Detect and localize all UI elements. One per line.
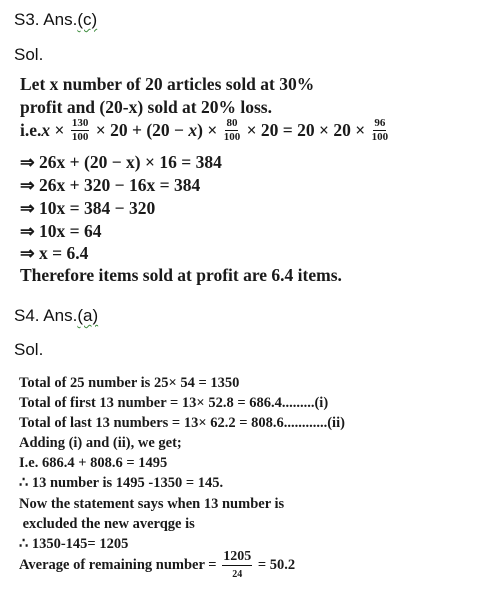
s3-line-2: profit and (20-x) sold at 20% loss.: [20, 97, 272, 117]
s4-line-9: ∴ 1350-145= 1205: [19, 536, 129, 552]
s3-step-2: ⇒ 26x + 320 − 16x = 384: [20, 175, 201, 195]
s3-heading-option: (c): [77, 10, 98, 29]
s4-line-6: ∴ 13 number is 1495 -1350 = 145.: [19, 475, 224, 491]
s3-fraction-1-num: 130: [71, 117, 89, 129]
s4-line-2: Total of first 13 number = 13× 52.8 = 686.4.........(i): [19, 395, 329, 411]
s3-equation: [20, 117, 390, 144]
s3-step-5: ⇒ x = 6.4: [20, 243, 89, 263]
s3-eq-x1: x: [41, 120, 51, 140]
s3-heading: [14, 10, 97, 30]
s4-line-5: I.e. 686.4 + 808.6 = 1495: [19, 455, 168, 471]
s4-heading-option: (a): [77, 306, 99, 325]
s4-line-3: Total of last 13 numbers = 13× 62.2 = 808.6............(ii): [19, 415, 345, 431]
s3-eq-times1: ×: [50, 120, 69, 140]
s3-eq-mid2: ) ×: [197, 120, 222, 140]
s3-sol-label: Sol.: [14, 45, 44, 64]
s3-step-3: ⇒ 10x = 384 − 320: [20, 198, 156, 218]
s3-fraction-3: [372, 117, 389, 144]
s4-line-7: Now the statement says when 13 number is: [19, 496, 285, 512]
s4-avg-fraction-num: 1205: [223, 549, 252, 564]
s3-eq-mid1: × 20 + (20 −: [91, 120, 189, 140]
s3-conclusion: Therefore items sold at profit are 6.4 items.: [20, 265, 342, 285]
s3-eq-x2: x: [188, 120, 198, 140]
s3-fraction-2: [224, 117, 241, 144]
s4-line-8: excluded the new averqge is: [19, 516, 195, 532]
s3-fraction-2-den: 100: [223, 131, 241, 143]
s4-line-4: Adding (i) and (ii), we get;: [19, 435, 182, 451]
s4-average-line: [19, 548, 295, 583]
s3-fraction-3-den: 100: [371, 131, 389, 143]
s4-heading: [14, 306, 98, 326]
s3-line-1: Let x number of 20 articles sold at 30%: [20, 74, 315, 94]
s4-avg-label: Average of remaining number =: [19, 557, 221, 573]
s3-fraction-2-num: 80: [226, 117, 238, 129]
s3-step-4: ⇒ 10x = 64: [20, 221, 102, 241]
s4-avg-fraction-den: 24: [232, 569, 243, 580]
s3-fraction-1-den: 100: [71, 131, 89, 143]
s4-heading-prefix: S4. Ans.: [14, 306, 78, 325]
s3-fraction-3-num: 96: [374, 117, 386, 129]
s3-eq-mid3: × 20 = 20 × 20 ×: [242, 120, 370, 140]
s4-sol-label: Sol.: [14, 340, 44, 359]
s3-eq-prefix: i.e.: [20, 120, 42, 140]
s3-step-1: ⇒ 26x + (20 − x) × 16 = 384: [20, 152, 222, 172]
s3-heading-prefix: S3. Ans.: [14, 10, 78, 29]
s3-fraction-1: [71, 117, 90, 144]
s4-line-1: Total of 25 number is 25× 54 = 1350: [19, 375, 240, 391]
s4-avg-result: = 50.2: [254, 557, 296, 573]
s4-avg-fraction: [222, 548, 252, 583]
